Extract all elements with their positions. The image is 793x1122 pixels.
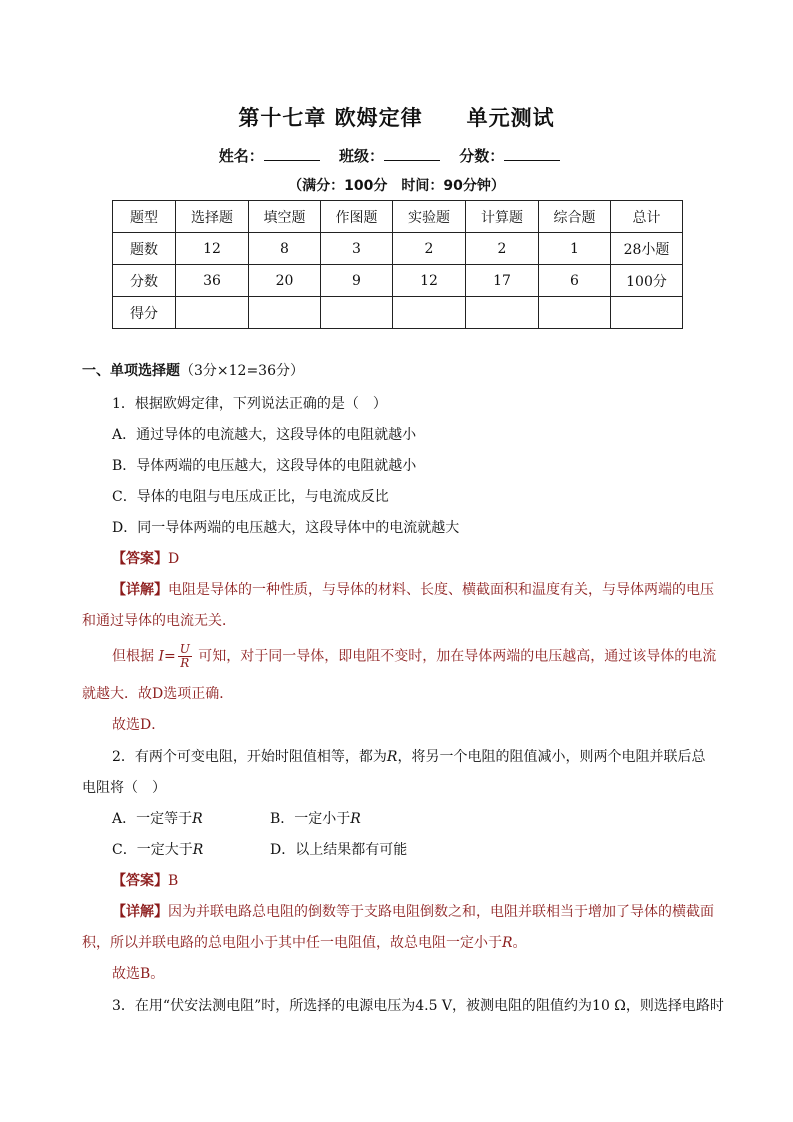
q1-answer xyxy=(112,550,179,568)
table-cell: 17 xyxy=(466,265,539,297)
table-header-cell: 选择题 xyxy=(176,201,249,233)
explain-tag: 【详解】 xyxy=(112,582,168,598)
table-header-cell: 填空题 xyxy=(249,201,321,233)
q2-option-d: D．以上结果都有可能 xyxy=(270,842,408,858)
q1-explain-line1 xyxy=(112,581,714,599)
table-cell: 2 xyxy=(393,233,466,265)
q1-explain-line2: 和通过导体的电流无关． xyxy=(82,613,236,629)
section-heading xyxy=(82,362,304,380)
table-cell xyxy=(611,297,683,329)
option-text: B．一定小于 xyxy=(270,811,351,827)
table-cell: 1 xyxy=(539,233,611,265)
table-header-cell: 题型 xyxy=(113,201,176,233)
table-cell xyxy=(249,297,321,329)
q2-conclusion: 故选B。 xyxy=(112,966,165,982)
q2-explain-line2 xyxy=(82,934,527,952)
table-cell xyxy=(176,297,249,329)
exam-meta: （满分：100分 时间：90分钟） xyxy=(288,178,505,194)
table-cell: 12 xyxy=(176,233,249,265)
q2-option-c xyxy=(112,841,203,859)
answer-value: D xyxy=(168,551,180,567)
table-header-cell: 计算题 xyxy=(466,201,539,233)
formula-lhs: I= xyxy=(158,648,176,665)
student-info-line xyxy=(0,145,793,166)
option-text: A．一定等于 xyxy=(112,811,193,827)
q1-conclusion: 故选D． xyxy=(112,717,166,733)
variable-r: R xyxy=(192,811,203,827)
section-points: （3分×12=36分） xyxy=(180,363,304,379)
q2-answer xyxy=(112,872,178,890)
variable-r: R xyxy=(350,811,361,827)
table-cell: 100分 xyxy=(611,265,683,297)
answer-tag: 【答案】 xyxy=(112,551,168,567)
table-row xyxy=(113,265,683,297)
table-header-cell: 总计 xyxy=(611,201,683,233)
q2-stem-line2: 电阻将（ ） xyxy=(82,780,166,796)
option-text: C．一定大于 xyxy=(112,842,193,858)
table-cell xyxy=(539,297,611,329)
answer-tag: 【答案】 xyxy=(112,873,168,889)
name-label: 姓名： xyxy=(218,147,264,165)
table-cell: 得分 xyxy=(113,297,176,329)
class-blank[interactable] xyxy=(384,146,440,161)
explain-text: 积，所以并联电路的总电阻小于其中任一电阻值，故总电阻一定小于 xyxy=(82,935,502,951)
q2-explain-line1 xyxy=(112,903,714,921)
variable-r: R xyxy=(386,749,398,765)
explain-text: 但根据 xyxy=(112,648,159,665)
q1-option-a: A．通过导体的电流越大，这段导体的电阻就越小 xyxy=(112,427,417,443)
table-row xyxy=(113,297,683,329)
table-cell: 20 xyxy=(249,265,321,297)
table-cell xyxy=(321,297,393,329)
q1-option-c: C．导体的电阻与电压成正比，与电流成反比 xyxy=(112,489,389,505)
score-table xyxy=(112,200,683,329)
table-header-cell: 综合题 xyxy=(539,201,611,233)
explain-text: 因为并联电路总电阻的倒数等于支路电阻倒数之和，电阻并联相当于增加了导体的横截面 xyxy=(168,904,714,920)
table-header-cell: 实验题 xyxy=(393,201,466,233)
table-cell xyxy=(393,297,466,329)
answer-value: B xyxy=(168,873,179,889)
stem-text: ，将另一个电阻的阻值减小，则两个电阻并联后总 xyxy=(397,749,706,765)
score-blank[interactable] xyxy=(504,146,560,161)
variable-r: R xyxy=(192,842,204,858)
q1-explain-line3 xyxy=(112,643,716,670)
table-cell: 8 xyxy=(249,233,321,265)
table-cell: 36 xyxy=(176,265,249,297)
explain-text: 。 xyxy=(512,935,527,951)
table-cell xyxy=(466,297,539,329)
table-cell: 9 xyxy=(321,265,393,297)
q1-explain-line4: 就越大．故D选项正确． xyxy=(82,686,234,702)
section-title: 一、单项选择题 xyxy=(82,363,180,379)
table-cell: 28小题 xyxy=(611,233,683,265)
table-row xyxy=(113,201,683,233)
page-title: 第十七章 欧姆定律 单元测试 xyxy=(238,106,555,130)
table-cell: 2 xyxy=(466,233,539,265)
q3-stem: 3．在用“伏安法测电阻”时，所选择的电源电压为4.5 V，被测电阻的阻值约为10 Ω，则选择电路时 xyxy=(112,998,724,1014)
explain-tag: 【详解】 xyxy=(112,904,168,920)
table-cell: 题数 xyxy=(113,233,176,265)
explain-text: 可知，对于同一导体，即电阻不变时，加在导体两端的电压越高，通过该导体的电流 xyxy=(193,648,717,665)
table-cell: 3 xyxy=(321,233,393,265)
table-header-cell: 作图题 xyxy=(321,201,393,233)
variable-r: R xyxy=(502,935,513,951)
q2-option-b xyxy=(270,810,361,828)
stem-text: 2．有两个可变电阻，开始时阻值相等，都为 xyxy=(112,749,387,765)
table-row xyxy=(113,233,683,265)
formula-numerator: U xyxy=(179,642,190,656)
formula-denominator: R xyxy=(180,656,190,670)
class-label: 班级： xyxy=(338,147,384,165)
formula-fraction xyxy=(178,643,192,670)
q2-option-a xyxy=(112,810,203,828)
table-cell: 6 xyxy=(539,265,611,297)
name-blank[interactable] xyxy=(264,146,320,161)
score-label: 分数： xyxy=(459,147,505,165)
score-table-body xyxy=(113,201,683,329)
explain-text: 电阻是导体的一种性质，与导体的材料、长度、横截面积和温度有关，与导体两端的电压 xyxy=(168,582,714,598)
table-cell: 12 xyxy=(393,265,466,297)
q1-stem: 1．根据欧姆定律，下列说法正确的是（ ） xyxy=(112,396,387,412)
table-cell: 分数 xyxy=(113,265,176,297)
q2-stem xyxy=(112,748,705,766)
q1-option-d: D．同一导体两端的电压越大，这段导体中的电流就越大 xyxy=(112,520,460,536)
q1-option-b: B．导体两端的电压越大，这段导体的电阻就越小 xyxy=(112,458,417,474)
